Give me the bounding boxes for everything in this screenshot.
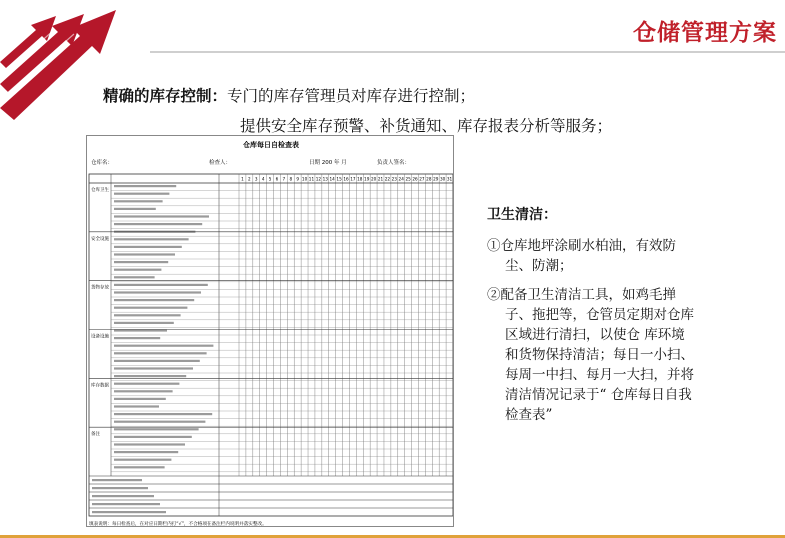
sheet-section-label: 库存数据 — [91, 383, 109, 389]
daily-inspection-sheet-image — [86, 135, 454, 527]
sheet-day-header: 28 — [426, 176, 432, 182]
inventory-control-line — [103, 84, 475, 106]
sheet-section-label: 设备设施 — [91, 334, 109, 340]
sheet-day-header: 11 — [308, 176, 315, 182]
sheet-day-header: 9 — [296, 176, 300, 182]
sheet-day-header: 19 — [364, 176, 370, 182]
sheet-day-header: 1 — [241, 176, 244, 182]
sheet-day-header: 16 — [343, 176, 349, 182]
sheet-day-header: 2 — [248, 176, 251, 182]
hygiene-section — [487, 204, 697, 434]
sheet-day-header: 3 — [254, 176, 258, 182]
sheet-label-date: 日期 200 年 月 — [309, 160, 347, 166]
sheet-section-label: 安全设施 — [91, 236, 109, 242]
sheet-day-header: 10 — [301, 176, 308, 182]
page-title: 仓储管理方案 — [633, 20, 777, 46]
sheet-day-header: 22 — [384, 176, 391, 182]
sheet-day-header: 5 — [268, 176, 272, 182]
sheet-day-header: 18 — [357, 176, 363, 182]
sheet-day-header: 15 — [336, 176, 342, 182]
sheet-day-header: 30 — [439, 176, 446, 182]
sheet-label-warehouse: 仓库名： — [91, 160, 114, 166]
sheet-section-label: 仓库卫生 — [91, 188, 109, 193]
sheet-day-header: 21 — [377, 176, 384, 182]
sheet-day-header: 17 — [350, 176, 356, 182]
decorative-arrows-graphic — [0, 0, 160, 130]
sheet-day-header: 20 — [370, 176, 377, 182]
sheet-day-header: 27 — [419, 176, 425, 182]
sheet-title: 仓库每日自检查表 — [243, 141, 299, 149]
sheet-day-header: 6 — [275, 176, 279, 182]
hygiene-heading: 卫生清洁： — [487, 207, 557, 223]
sheet-day-header: 7 — [282, 176, 286, 182]
sheet-section-label: 备注 — [91, 432, 100, 438]
inventory-control-text: 专门的库存管理员对库存进行控制； — [227, 87, 476, 105]
sheet-day-header: 23 — [391, 176, 397, 182]
sheet-day-header: 26 — [412, 176, 418, 182]
sheet-day-header: 31 — [446, 176, 453, 182]
title-divider — [150, 51, 785, 53]
sheet-day-header: 14 — [329, 176, 335, 182]
inventory-control-label: 精确的库存控制： — [103, 87, 228, 105]
sheet-label-inspector: 检查人： — [209, 160, 232, 166]
sheet-day-header: 12 — [315, 176, 322, 182]
hygiene-item-1: ①仓库地坪涂刷水柏油，有效防尘、防潮； — [487, 238, 676, 274]
sheet-section-label: 货物存放 — [91, 285, 109, 291]
hygiene-item-2: ②配备卫生清洁工具，如鸡毛掸子、拖把等，仓管员定期对仓库区域进行清扫，以使仓 库环境和货物保持清洁；每日一小扫、每周一中扫、每月一大扫，并将清洁情况记录于“ 仓库每日自我检查表” — [487, 287, 694, 423]
sheet-footer-note: 填表说明：每日检查后，在对应日期栏内打“√”，不合格项在备注栏内说明并落实整改。 — [89, 522, 267, 527]
sheet-label-signature: 负责人签名： — [377, 160, 411, 166]
sheet-day-header: 25 — [405, 176, 411, 182]
sheet-day-header: 13 — [322, 176, 328, 182]
sheet-day-header: 4 — [261, 176, 265, 182]
sheet-day-header: 29 — [433, 176, 439, 182]
sheet-day-header: 8 — [289, 176, 293, 182]
sheet-day-header: 24 — [398, 176, 404, 182]
services-line: 提供安全库存预警、补货通知、库存报表分析等服务； — [240, 117, 613, 135]
